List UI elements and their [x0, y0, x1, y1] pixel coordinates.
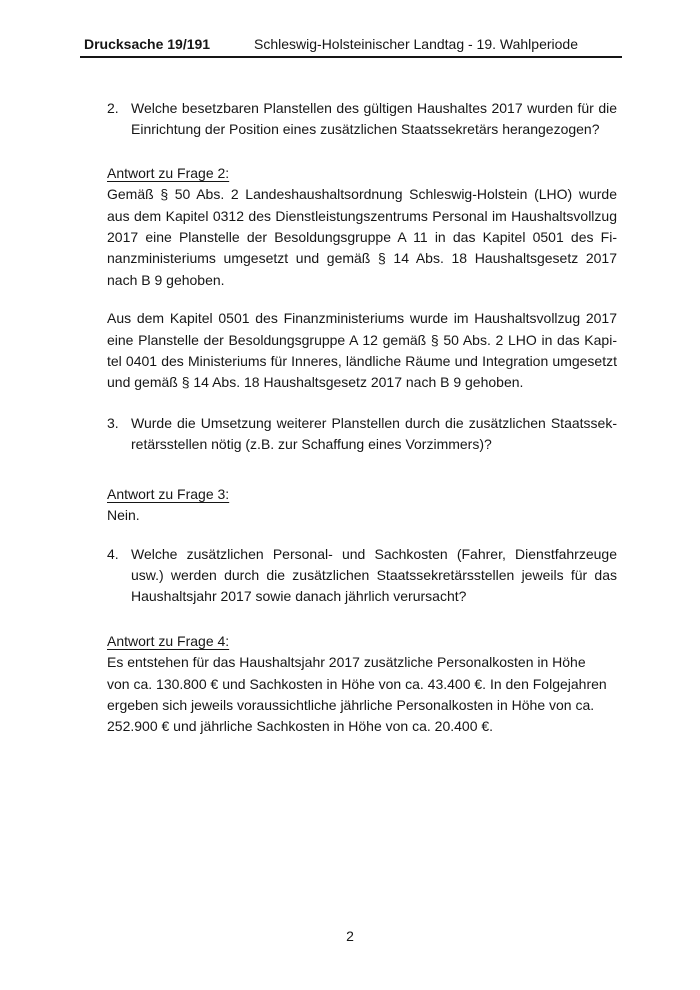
text-line: eine Planstelle der Besoldungsgruppe A 12 gemäß § 50 Abs. 2 LHO in das Kapi- — [107, 331, 617, 348]
answer-3-label: Antwort zu Frage 3: — [107, 485, 230, 502]
text-line: 252.900 € und jährliche Sachkosten in Höhe von ca. 20.400 €. — [107, 718, 494, 735]
answer-3-text — [107, 505, 617, 526]
text-line: Aus dem Kapitel 0501 des Finanzministeriums wurde im Haushaltsvollzug 2017 — [107, 310, 617, 327]
text-line: usw.) werden durch die zusätzlichen Staatssekretärsstellen jeweils für das — [131, 566, 617, 583]
question-4 — [107, 544, 617, 608]
answer-2-paragraph-1 — [107, 184, 617, 291]
text-line: und gemäß § 14 Abs. 18 Haushaltsgesetz 2017 nach B 9 gehoben. — [107, 374, 524, 391]
text-line: Haushaltsjahr 2017 sowie danach jährlich verursacht? — [131, 588, 467, 605]
question-3-number: 3. — [107, 414, 119, 431]
text-line: Welche besetzbaren Planstellen des gültigen Haushaltes 2017 wurden für die — [131, 100, 617, 116]
text-line: Gemäß § 50 Abs. 2 Landeshaushaltsordnung Schleswig-Holstein (LHO) wurde — [107, 186, 617, 203]
text-line: Nein. — [107, 507, 140, 524]
text-line: nach B 9 gehoben. — [107, 271, 225, 288]
text-line: ergeben sich jeweils voraussichtliche jährliche Personalkosten in Höhe von ca. — [107, 696, 595, 713]
document-body — [107, 98, 617, 738]
doc-number: Drucksache 19/191 — [84, 36, 211, 52]
text-line: von ca. 130.800 € und Sachkosten in Höhe von ca. 43.400 €. In den Folgejahren — [107, 675, 607, 692]
answer-2-label: Antwort zu Frage 2: — [107, 164, 230, 181]
parliament-title: Schleswig-Holsteinischer Landtag - 19. Wahlperiode — [254, 36, 578, 52]
question-3-text — [131, 413, 617, 456]
question-2 — [107, 98, 617, 141]
text-line: tel 0401 des Ministeriums für Inneres, ländliche Räume und Integration umgesetzt — [107, 353, 617, 370]
text-line: aus dem Kapitel 0312 des Dienstleistungszentrums Personal im Haushaltsvollzug — [107, 207, 617, 224]
text-line: nanzministeriums umgesetzt und gemäß § 14 Abs. 18 Haushaltsgesetz 2017 — [107, 250, 617, 267]
answer-2-paragraph-2 — [107, 308, 617, 394]
page-number: 2 — [346, 928, 354, 944]
question-3 — [107, 413, 617, 456]
answer-4-label: Antwort zu Frage 4: — [107, 632, 230, 649]
header-rule — [80, 56, 622, 58]
question-2-number: 2. — [107, 100, 119, 116]
text-line: Wurde die Umsetzung weiterer Planstellen durch die zusätzlichen Staatssek- — [131, 414, 617, 431]
question-2-text — [131, 98, 617, 141]
question-4-text — [131, 544, 617, 608]
question-4-number: 4. — [107, 545, 119, 562]
text-line: Es entstehen für das Haushaltsjahr 2017 zusätzliche Personalkosten in Höhe — [107, 654, 586, 671]
text-line: Welche zusätzlichen Personal- und Sachkosten (Fahrer, Dienstfahrzeuge — [131, 545, 617, 562]
answer-4-paragraph — [107, 652, 617, 738]
text-line: 2017 eine Planstelle der Besoldungsgruppe A 11 in das Kapitel 0501 des Fi- — [107, 229, 617, 246]
text-line: retärsstellen nötig (z.B. zur Schaffung eines Vorzimmers)? — [131, 436, 492, 453]
text-line: Einrichtung der Position eines zusätzlichen Staatssekretärs herangezogen? — [131, 121, 600, 138]
